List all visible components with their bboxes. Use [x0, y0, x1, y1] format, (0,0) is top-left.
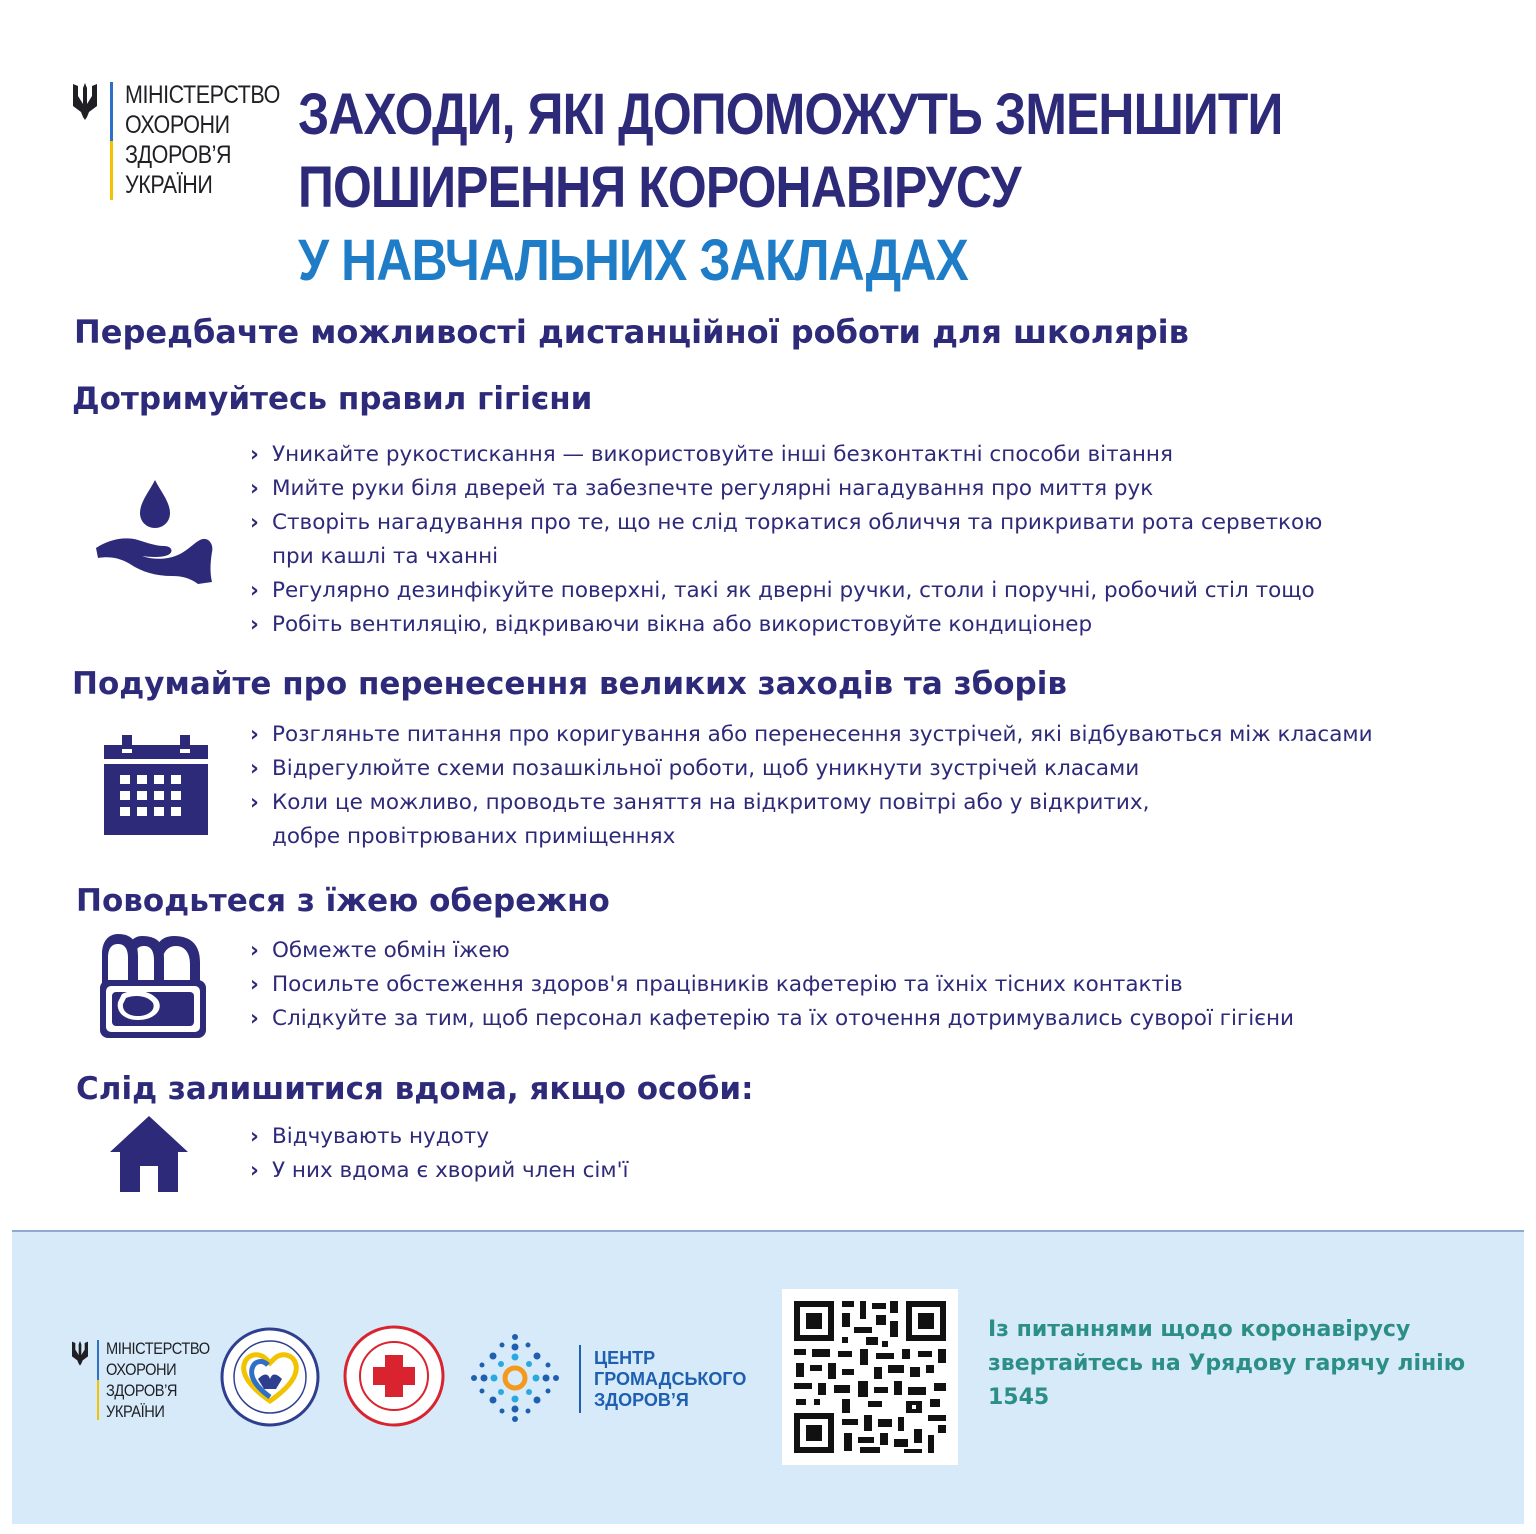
list-item: › Обмежте обмін їжею	[250, 934, 1294, 968]
ministry-color-bar	[110, 82, 113, 200]
ministry-color-bar	[97, 1340, 99, 1420]
house-icon	[110, 1116, 188, 1192]
title-line-1: ЗАХОДИ, ЯКІ ДОПОМОЖУТЬ ЗМЕНШИТИ	[298, 82, 1283, 147]
section-heading-events: Подумайте про перенесення великих заходів та зборів	[72, 666, 1067, 702]
list-item: › Слідкуйте за тим, щоб персонал кафетерію та їх оточення дотримувались суворої гігієни	[250, 1002, 1294, 1036]
ministry-logo	[70, 80, 280, 210]
hotline-info	[988, 1313, 1465, 1415]
hotline-line-2: звертайтесь на Урядову гарячу лінію	[988, 1351, 1466, 1376]
ministry-name: МІНІСТЕРСТВО ОХОРОНИ ЗДОРОВ’Я УКРАЇНИ	[125, 81, 280, 199]
title-line-3: У НАВЧАЛЬНИХ ЗАКЛАДАХ	[298, 228, 968, 293]
list-item: › Регулярно дезинфікуйте поверхні, такі як дверні ручки, столи і поручні, робочий стіл тощо	[250, 574, 1322, 608]
home-list	[250, 1120, 629, 1188]
hotline-number[interactable]: 1545	[988, 1385, 1050, 1410]
calendar-icon	[104, 735, 208, 835]
list-item: › Робіть вентиляцію, відкриваючи вікна або використовуйте кондиціонер	[250, 608, 1322, 642]
qr-code-icon[interactable]	[782, 1289, 958, 1465]
trident-icon	[70, 1340, 90, 1366]
page-title	[298, 78, 1282, 297]
list-item: › Коли це можливо, проводьте заняття на відкритому повітрі або у відкритих, добре провітрюваних приміщеннях	[250, 786, 1373, 854]
section-heading-hygiene: Дотримуйтесь правил гігієни	[72, 381, 593, 417]
hotline-line-1: Із питаннями щодо коронавірусу	[988, 1317, 1411, 1342]
food-list	[250, 934, 1294, 1036]
events-list	[250, 718, 1373, 854]
hand-water-drop-icon	[94, 478, 216, 588]
footer-ministry-logo	[70, 1338, 210, 1428]
ministry-name: МІНІСТЕРСТВО ОХОРОНИ ЗДОРОВ’Я УКРАЇНИ	[106, 1339, 210, 1421]
list-item: › Відрегулюйте схеми позашкільної роботи, щоб уникнути зустрічей класами	[250, 752, 1373, 786]
list-item: › Розгляньте питання про коригування або перенесення зустрічей, які відбуваються між класами	[250, 718, 1373, 752]
list-item: › Створіть нагадування про те, що не слід торкатися обличчя та прикривати рота серветкою при кашлі та чханні	[250, 506, 1322, 574]
list-item: › Посильте обстеження здоров'я працівників кафетерію та їхніх тісних контактів	[250, 968, 1294, 1002]
hygiene-list	[250, 438, 1322, 642]
list-item: › У них вдома є хворий член сім'ї	[250, 1154, 629, 1188]
section-heading-home: Слід залишитися вдома, якщо особи:	[76, 1071, 754, 1107]
section-heading-remote: Передбачте можливості дистанційної роботи для школярів	[74, 313, 1189, 351]
trident-icon	[70, 82, 100, 120]
list-item: › Уникайте рукостискання — використовуйте інші безконтактні способи вітання	[250, 438, 1322, 472]
red-cross-badge-icon	[343, 1325, 445, 1427]
section-heading-food: Поводьтеся з їжею обережно	[76, 883, 610, 919]
cgz-divider	[579, 1345, 581, 1413]
volunteer-commissioner-badge-icon	[220, 1327, 320, 1427]
food-tray-icon	[98, 932, 208, 1040]
title-line-2: ПОШИРЕННЯ КОРОНАВІРУСУ	[298, 155, 1021, 220]
cgz-name: ЦЕНТР ГРОМАДСЬКОГО ЗДОРОВ’Я	[594, 1348, 747, 1410]
public-health-center-logo-icon	[470, 1333, 560, 1423]
list-item: › Відчувають нудоту	[250, 1120, 629, 1154]
list-item: › Мийте руки біля дверей та забезпечте регулярні нагадування про миття рук	[250, 472, 1322, 506]
